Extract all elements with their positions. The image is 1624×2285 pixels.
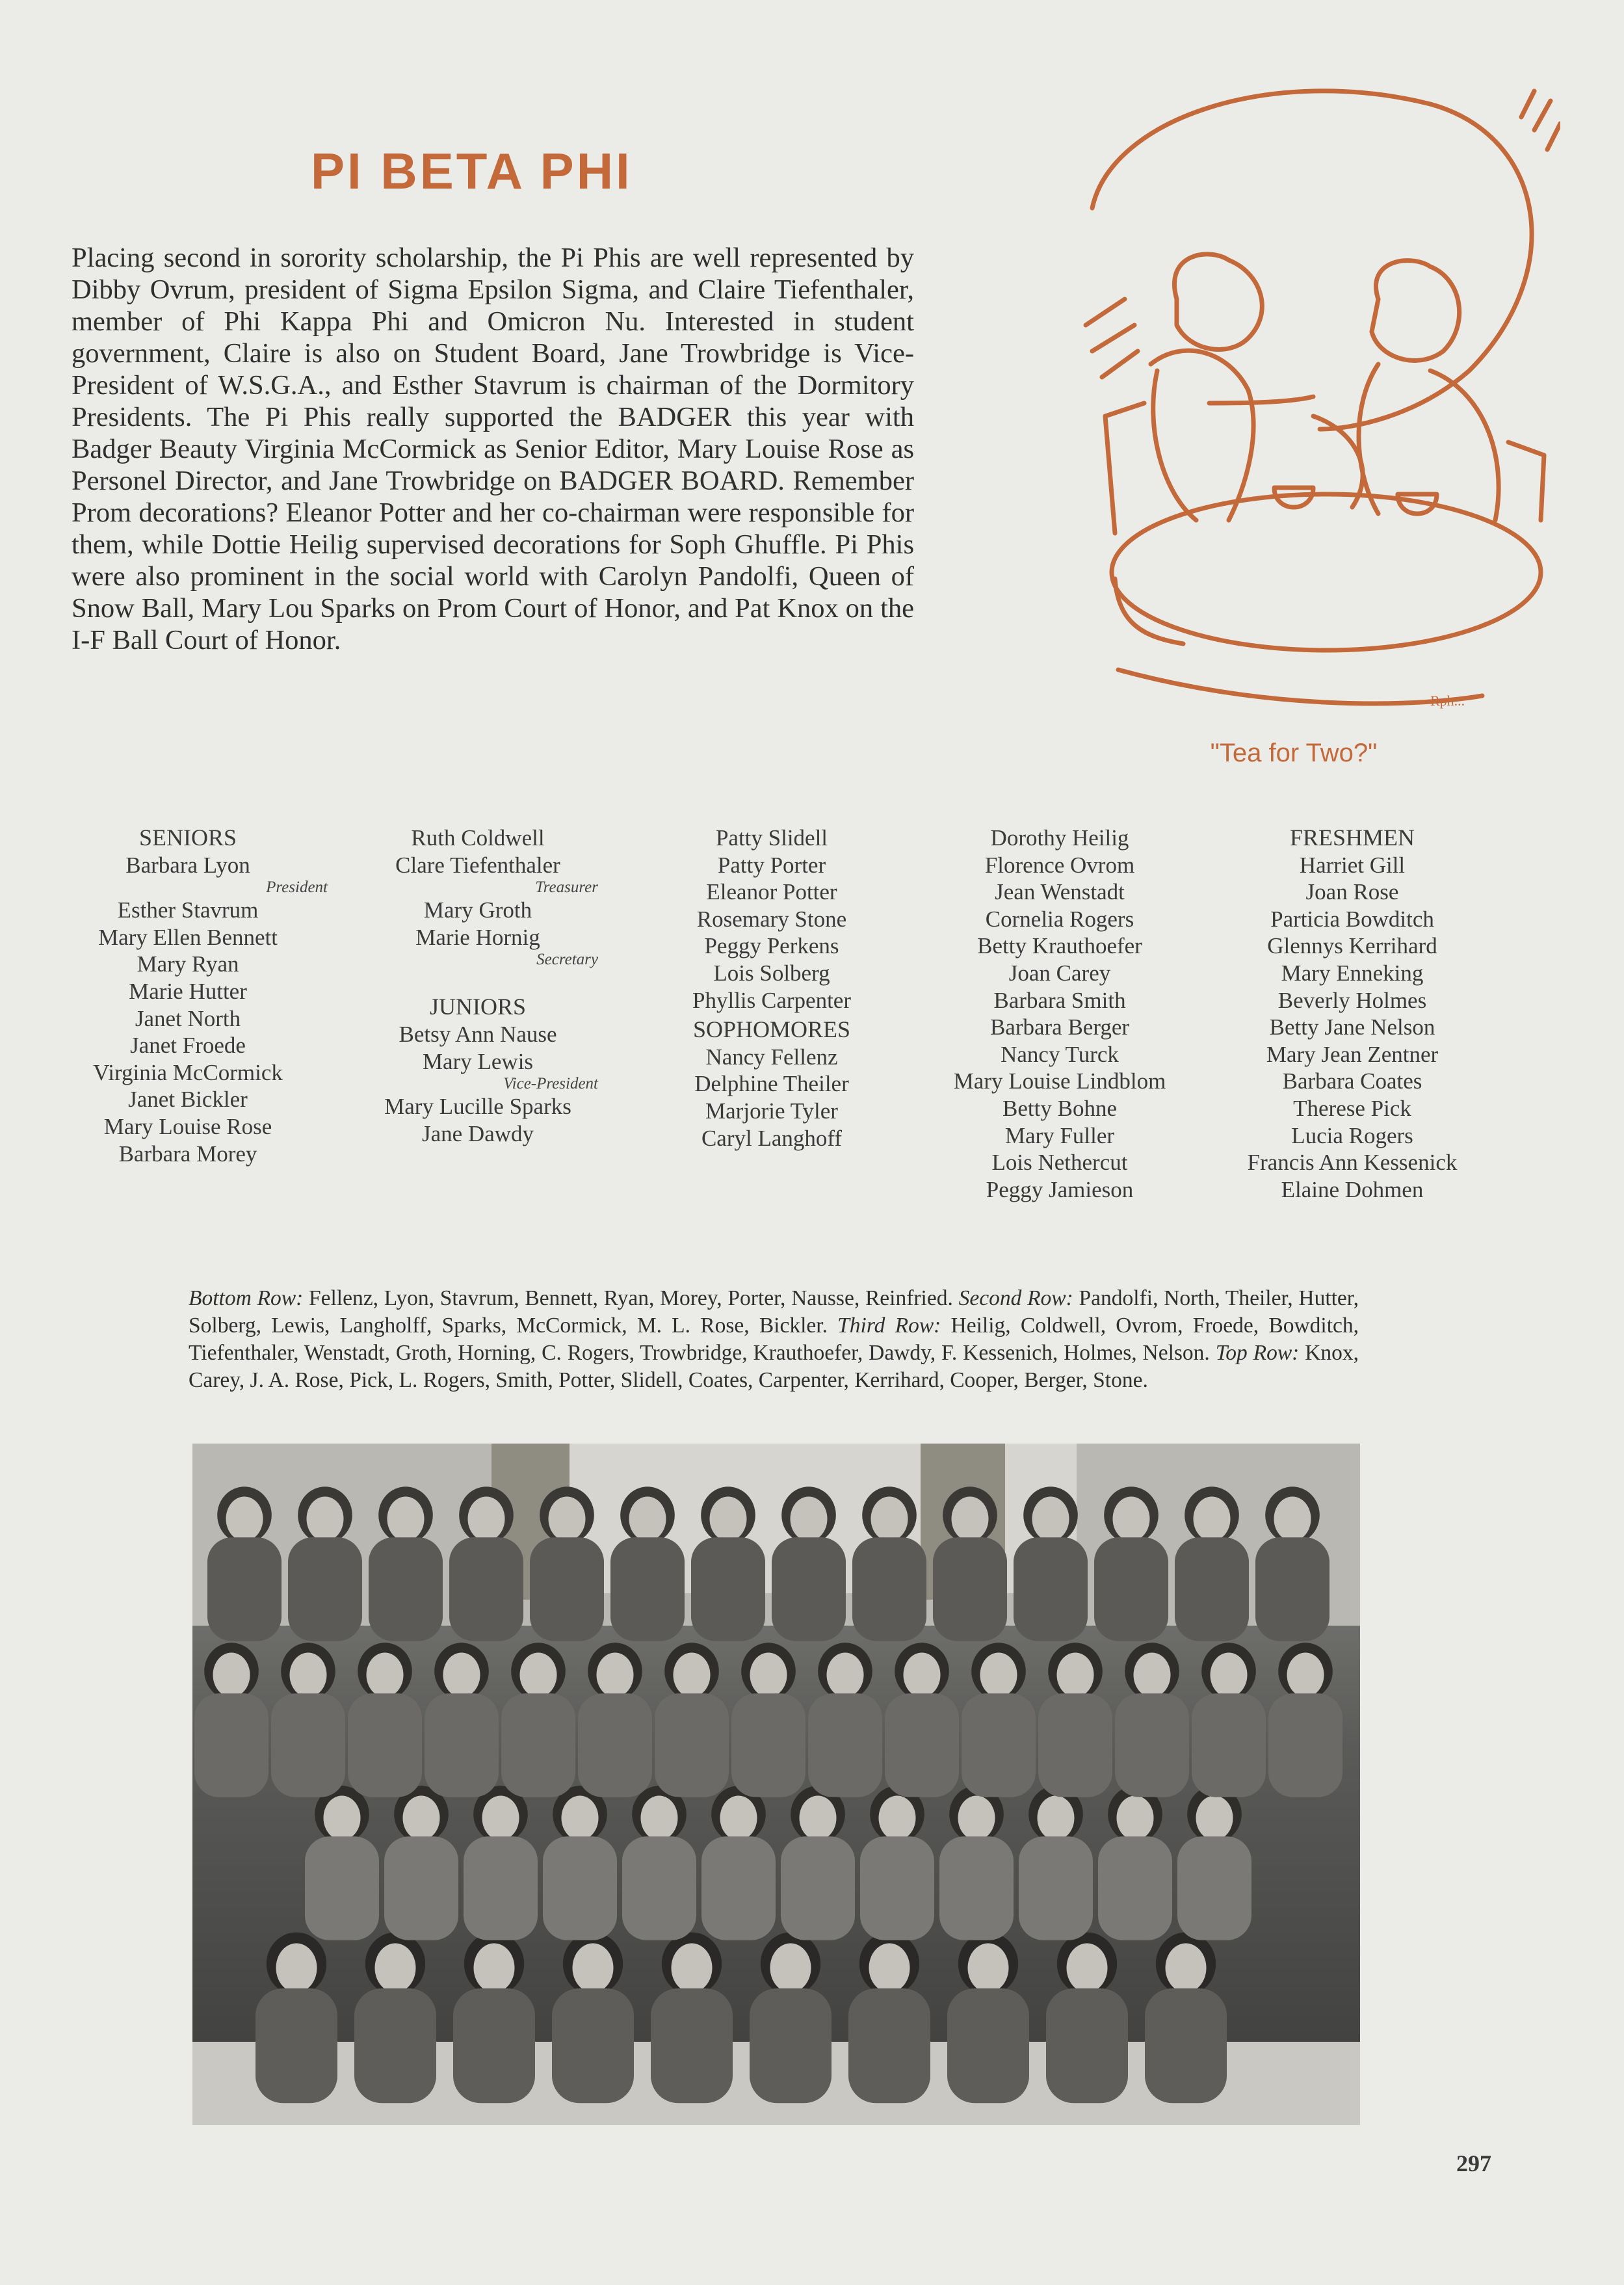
person-face: [403, 1796, 440, 1840]
roster-name: Janet North: [135, 1005, 241, 1031]
group-photograph: [192, 1444, 1360, 2125]
roster-name: Lucia Rogers: [1291, 1122, 1413, 1148]
person-face: [367, 1653, 404, 1697]
person-body: [255, 1988, 337, 2103]
person-face: [443, 1653, 480, 1697]
person-face: [791, 1497, 828, 1541]
roster-name: Mary Groth: [423, 897, 532, 923]
person-body: [1014, 1537, 1088, 1641]
roster-name: Lois Solberg: [713, 960, 830, 986]
roster-name: Barbara Lyon: [125, 852, 250, 878]
person-body: [1038, 1693, 1112, 1797]
person-body: [852, 1537, 926, 1641]
person-face: [468, 1497, 505, 1541]
person-body: [622, 1836, 696, 1940]
person-face: [375, 1944, 416, 1993]
roster-name: Mary Louise Lindblom: [953, 1068, 1166, 1094]
roster-name: Clare Tiefenthaler: [395, 852, 560, 878]
role-label: President: [266, 878, 328, 897]
roster-name: Dorothy Heilig: [990, 825, 1129, 851]
roster-column-1: [61, 825, 328, 1167]
person-face: [980, 1653, 1017, 1697]
roster-name: Glennys Kerrihard: [1267, 933, 1437, 959]
roster-name: Nancy Fellenz: [705, 1044, 838, 1070]
person-face: [1113, 1497, 1150, 1541]
person-body: [1145, 1988, 1227, 2103]
roster-name: Barbara Smith: [993, 987, 1126, 1013]
person-body: [1177, 1836, 1251, 1940]
cartoon-caption: "Tea for Two?": [1210, 739, 1378, 767]
person-body: [933, 1537, 1007, 1641]
role-label: Vice-President: [503, 1075, 598, 1093]
person-body: [1268, 1693, 1342, 1797]
person-face: [1196, 1796, 1233, 1840]
bottom-row-label: Bottom Row:: [189, 1286, 304, 1310]
roster-name: Peggy Perkens: [704, 933, 839, 959]
roster-name: Lois Nethercut: [991, 1150, 1128, 1176]
roster-name: Mary Fuller: [1004, 1122, 1115, 1148]
roster-name: Delphine Theiler: [694, 1071, 849, 1097]
person-body: [781, 1836, 855, 1940]
person-face: [573, 1944, 614, 1993]
roster-name: Joan Rose: [1305, 879, 1399, 905]
roster-name: Mary Lewis: [422, 1048, 534, 1074]
person-body: [1098, 1836, 1172, 1940]
person-body: [530, 1537, 604, 1641]
roster-name: Peggy Jamieson: [986, 1176, 1134, 1202]
person-face: [307, 1497, 344, 1541]
roster-name: Betty Jane Nelson: [1269, 1014, 1435, 1040]
roster-name: Marjorie Tyler: [705, 1098, 838, 1124]
roster-name: Esther Stavrum: [117, 897, 259, 923]
roster-name: Mary Enneking: [1281, 960, 1424, 986]
person-body: [885, 1693, 959, 1797]
roster-name: Mary Lucille Sparks: [384, 1094, 571, 1120]
person-face: [562, 1796, 599, 1840]
person-face: [1211, 1653, 1248, 1697]
second-row-names: Pandolfi, North, Theiler, Hutter, Solberg, Lewis, Langholff, Sparks, McCormick, M. L. Rose, Bickler.: [189, 1286, 1359, 1338]
person-body: [750, 1988, 832, 2103]
person-body: [651, 1988, 733, 2103]
person-face: [1032, 1497, 1069, 1541]
person-body: [449, 1537, 523, 1641]
roster-column-5: [1216, 825, 1489, 1203]
top-row-names: Knox, Carey, J. A. Rose, Pick, L. Rogers, Smith, Potter, Slidell, Coates, Carpenter, Kerrihard, Cooper, Berger, Stone.: [189, 1341, 1359, 1392]
bottom-row-names: Fellenz, Lyon, Stavrum, Bennett, Ryan, Morey, Porter, Nausse, Reinfried.: [308, 1286, 953, 1310]
roster-name: Therese Pick: [1293, 1095, 1411, 1121]
person-face: [1038, 1796, 1075, 1840]
roster-name: Jean Wenstadt: [995, 879, 1125, 905]
roster-name: Mary Jean Zentner: [1266, 1041, 1439, 1067]
juniors-heading: JUNIORS: [429, 994, 527, 1020]
person-face: [1166, 1944, 1207, 1993]
person-face: [720, 1796, 757, 1840]
person-body: [1019, 1836, 1093, 1940]
roster-name: Barbara Coates: [1282, 1068, 1422, 1094]
person-body: [701, 1836, 776, 1940]
person-body: [464, 1836, 538, 1940]
artist-signature: Rph...: [1430, 693, 1465, 709]
roster-name: Patty Porter: [717, 852, 826, 878]
person-body: [962, 1693, 1036, 1797]
person-face: [290, 1653, 327, 1697]
roster-name: Betty Krauthoefer: [977, 933, 1142, 959]
top-row-label: Top Row:: [1215, 1341, 1300, 1365]
roster-name: Eleanor Potter: [706, 879, 837, 905]
person-face: [904, 1653, 941, 1697]
person-body: [610, 1537, 685, 1641]
right-figure-head: [1372, 261, 1460, 361]
photo-caption: [189, 1285, 1359, 1394]
person-body: [808, 1693, 882, 1797]
roster-name: Joan Carey: [1008, 960, 1111, 986]
person-body: [305, 1836, 379, 1940]
person-body: [860, 1836, 934, 1940]
person-face: [674, 1653, 711, 1697]
person-body: [425, 1693, 499, 1797]
person-body: [691, 1537, 765, 1641]
person-face: [1134, 1653, 1171, 1697]
roster-name: Phyllis Carpenter: [692, 987, 851, 1013]
third-row-names: Heilig, Coldwell, Ovrom, Froede, Bowditch, Tiefenthaler, Wenstadt, Groth, Horning, C. Rogers, Trowbridge, Krauthoefer, Dawdy, F. Kessenich, Holmes, Nelson.: [189, 1314, 1359, 1365]
second-row-label: Second Row:: [958, 1286, 1073, 1310]
roster-name: Cornelia Rogers: [985, 906, 1134, 932]
person-face: [629, 1497, 666, 1541]
roster-name: Jane Dawdy: [421, 1120, 534, 1146]
person-body: [731, 1693, 805, 1797]
intro-paragraph: Placing second in sorority scholarship, the Pi Phis are well represented by Dibby Ovrum, president of Sigma Epsilon Sigma, and Claire Tiefenthaler, member of Phi Kappa Phi and Omicron Nu. Interested in student government, Claire is also on Student Board, Jane Trowbridge is Vice-President of W.S.G.A., and Esther Stavrum is chairman of the Dormitory Presidents. The Pi Phis really supported the BADGER this year with Badger Beauty Virginia McCormick as Senior Editor, Mary Louise Rose as Personel Director, and Jane Trowbridge on BADGER BOARD. Remember Prom decorations? Eleanor Potter and her co-chairman were responsible for them, while Dottie Heilig supervised decorations for Soph Ghuffle. Pi Phis were also prominent in the social world with Carolyn Pandolfi, Queen of Snow Ball, Mary Lou Sparks on Prom Court of Honor, and Pat Knox on the I-F Ball Court of Honor.: [72, 243, 914, 655]
person-face: [597, 1653, 634, 1697]
person-face: [520, 1653, 557, 1697]
page-number: 297: [1456, 2150, 1491, 2176]
person-body: [1192, 1693, 1266, 1797]
thought-bubble: [1092, 91, 1532, 429]
person-body: [348, 1693, 422, 1797]
roster-name: Ruth Coldwell: [411, 825, 545, 851]
roster-column-4: [923, 825, 1196, 1203]
person-body: [1175, 1537, 1249, 1641]
roster-name: Barbara Berger: [989, 1014, 1130, 1040]
person-face: [474, 1944, 515, 1993]
roster-name: Mary Louise Rose: [103, 1113, 272, 1139]
person-body: [1115, 1693, 1189, 1797]
roster-name: Marie Hutter: [129, 978, 247, 1004]
roster-name: Barbara Morey: [118, 1141, 257, 1167]
person-face: [879, 1796, 916, 1840]
person-body: [552, 1988, 634, 2103]
roster-name: Beverly Holmes: [1277, 987, 1427, 1013]
person-face: [1274, 1497, 1311, 1541]
roster-name: Francis Ann Kessenick: [1247, 1150, 1458, 1176]
person-face: [710, 1497, 747, 1541]
person-body: [543, 1836, 617, 1940]
person-body: [453, 1988, 535, 2103]
person-body: [288, 1537, 362, 1641]
sophomores-heading: SOPHOMORES: [692, 1016, 851, 1043]
person-face: [968, 1944, 1009, 1993]
roster-name: Harriet Gill: [1299, 852, 1406, 878]
roster-name: Betsy Ann Nause: [399, 1021, 557, 1047]
person-face: [770, 1944, 811, 1993]
person-face: [1287, 1653, 1324, 1697]
person-face: [1057, 1653, 1094, 1697]
roster-name: Nancy Turck: [1001, 1041, 1119, 1067]
person-face: [952, 1497, 989, 1541]
tea-for-two-cartoon: [1014, 65, 1560, 748]
role-label: Treasurer: [535, 878, 598, 897]
person-body: [848, 1988, 930, 2103]
roster-name: Elaine Dohmen: [1281, 1176, 1424, 1202]
roster-column-2: [358, 825, 598, 1147]
roster-name: Betty Bohne: [1002, 1095, 1117, 1121]
person-body: [1255, 1537, 1329, 1641]
person-face: [324, 1796, 361, 1840]
person-body: [947, 1988, 1029, 2103]
roster-name: Mary Ellen Bennett: [98, 924, 278, 950]
person-face: [958, 1796, 995, 1840]
person-body: [194, 1693, 268, 1797]
roster-name: Marie Hornig: [415, 924, 540, 950]
seniors-heading: SENIORS: [138, 825, 237, 851]
person-face: [1194, 1497, 1231, 1541]
roster-name: Patty Slidell: [715, 825, 828, 851]
roster-column-3: [651, 825, 892, 1152]
person-face: [827, 1653, 864, 1697]
chair-left: [1105, 403, 1144, 533]
person-face: [213, 1653, 250, 1697]
roster-name: Caryl Langhoff: [701, 1125, 843, 1151]
chair-right: [1508, 442, 1544, 520]
hatch-marks-left: [1086, 299, 1138, 377]
person-body: [655, 1693, 729, 1797]
person-body: [354, 1988, 436, 2103]
person-body: [1094, 1537, 1168, 1641]
table-top: [1112, 494, 1541, 650]
roster-name: Virginia McCormick: [93, 1059, 283, 1085]
person-body: [1046, 1988, 1128, 2103]
ground-line: [1118, 670, 1482, 704]
person-face: [482, 1796, 519, 1840]
person-body: [271, 1693, 345, 1797]
roster-name: Rosemary Stone: [696, 906, 847, 932]
person-body: [207, 1537, 282, 1641]
freshmen-heading: FRESHMEN: [1289, 825, 1415, 851]
person-body: [578, 1693, 652, 1797]
person-face: [750, 1653, 787, 1697]
person-face: [641, 1796, 678, 1840]
left-figure-head: [1174, 254, 1262, 350]
roster-name: Janet Froede: [130, 1033, 246, 1059]
role-label: Secretary: [536, 951, 598, 969]
person-face: [871, 1497, 908, 1541]
person-body: [369, 1537, 443, 1641]
third-row-label: Third Row:: [837, 1314, 941, 1338]
person-face: [1067, 1944, 1108, 1993]
person-face: [672, 1944, 713, 1993]
roster-name: Janet Bickler: [128, 1087, 248, 1113]
person-face: [276, 1944, 317, 1993]
roster-name: Florence Ovrom: [984, 852, 1135, 878]
person-face: [869, 1944, 910, 1993]
page-title: PI BETA PHI: [311, 142, 633, 200]
person-face: [800, 1796, 837, 1840]
person-body: [384, 1836, 458, 1940]
roster-name: Mary Ryan: [137, 951, 239, 977]
person-face: [226, 1497, 263, 1541]
person-face: [387, 1497, 425, 1541]
hatch-marks-top: [1521, 91, 1560, 150]
person-face: [1117, 1796, 1154, 1840]
roster-name: Particia Bowditch: [1270, 906, 1434, 932]
person-body: [939, 1836, 1014, 1940]
person-body: [772, 1537, 846, 1641]
person-face: [549, 1497, 586, 1541]
person-body: [501, 1693, 575, 1797]
group-photo-figures: [192, 1444, 1360, 2125]
